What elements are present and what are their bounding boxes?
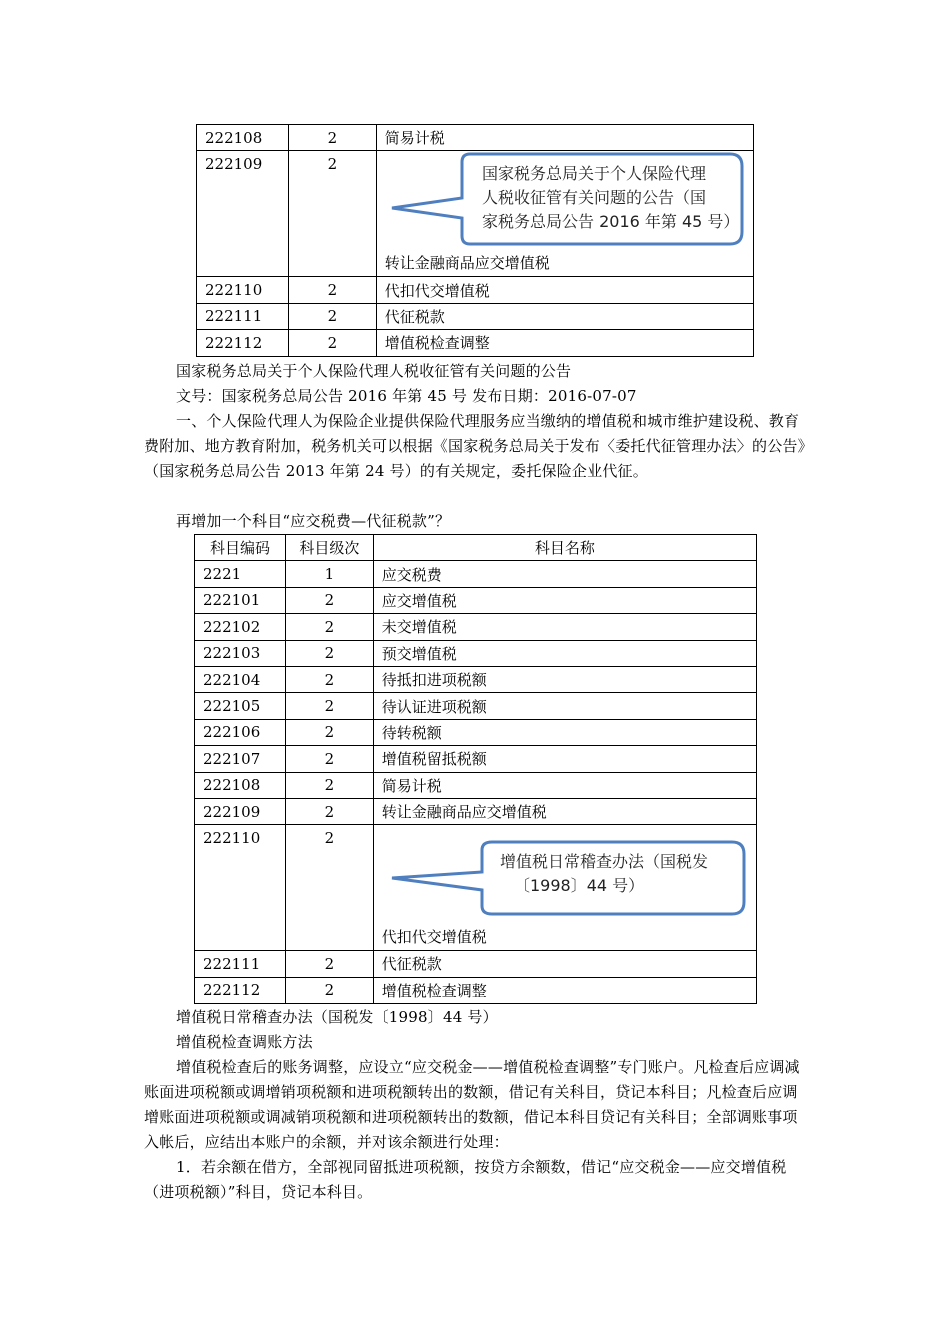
account-level: 2 xyxy=(285,746,373,772)
table-row xyxy=(197,277,754,303)
account-name: 转让金融商品应交增值税 xyxy=(384,254,550,273)
account-level: 2 xyxy=(288,330,376,356)
account-name: 应交增值税 xyxy=(373,587,756,613)
account-level: 2 xyxy=(288,277,376,303)
table-row xyxy=(195,772,757,798)
table-row xyxy=(195,587,757,613)
account-name: 增值税检查调整 xyxy=(376,330,753,356)
account-name: 待认证进项税额 xyxy=(373,693,756,719)
table-row xyxy=(195,719,757,745)
table-row xyxy=(195,640,757,666)
account-code: 222111 xyxy=(197,303,289,329)
account-code: 222108 xyxy=(197,125,289,151)
account-name: 代扣代交增值税 xyxy=(381,928,487,947)
announcement-title: 国家税务总局关于个人保险代理人税收征管有关问题的公告 xyxy=(176,362,572,380)
table-header-row xyxy=(195,535,757,561)
table-row xyxy=(195,977,757,1003)
account-name: 代扣代交增值税 xyxy=(376,277,753,303)
account-level: 1 xyxy=(285,561,373,587)
account-code: 222111 xyxy=(195,951,286,977)
account-name: 预交增值税 xyxy=(373,640,756,666)
account-level: 2 xyxy=(285,825,373,951)
account-name: 简易计税 xyxy=(373,772,756,798)
table-row xyxy=(195,693,757,719)
account-code: 222112 xyxy=(195,977,286,1003)
account-level: 2 xyxy=(285,798,373,824)
announcement-body: 一、个人保险代理人为保险企业提供保险代理服务应当缴纳的增值税和城市维护建设税、教育费附加、地方教育附加，税务机关可以根据《国家税务总局关于发布〈委托代征管理办法〉的公告》（国家税务总局公告 2013 年第 24 号）的有关规定，委托保险企业代征。 xyxy=(144,412,806,480)
account-code: 222101 xyxy=(195,587,286,613)
account-code: 222102 xyxy=(195,614,286,640)
callout-line: 人税收征管有关问题的公告（国 xyxy=(482,188,707,207)
table-row xyxy=(195,798,757,824)
account-code: 222108 xyxy=(195,772,286,798)
account-code: 222110 xyxy=(197,277,289,303)
account-level: 2 xyxy=(285,977,373,1003)
account-name: 代征税款 xyxy=(376,303,753,329)
account-code: 222105 xyxy=(195,693,286,719)
callout-line: 国家税务总局关于个人保险代理 xyxy=(482,164,707,183)
account-level: 2 xyxy=(285,693,373,719)
table-row xyxy=(197,125,754,151)
account-level: 2 xyxy=(285,772,373,798)
account-name: 简易计税 xyxy=(376,125,753,151)
regulation-reference: 增值税日常稽查办法（国税发〔1998〕44 号） xyxy=(176,1008,498,1026)
account-name: 增值税留抵税额 xyxy=(373,746,756,772)
table-row xyxy=(195,746,757,772)
account-table-2 xyxy=(194,534,757,1004)
callout-line: 增值税日常稽查办法（国税发 xyxy=(500,852,709,871)
table-row xyxy=(195,614,757,640)
table-row xyxy=(195,561,757,587)
account-code: 222112 xyxy=(197,330,289,356)
account-level: 2 xyxy=(285,951,373,977)
account-level: 2 xyxy=(285,719,373,745)
account-name: 未交增值税 xyxy=(373,614,756,640)
callout-bubble-1 xyxy=(388,150,748,250)
header-name: 科目名称 xyxy=(373,535,756,561)
header-level: 科目级次 xyxy=(285,535,373,561)
account-level: 2 xyxy=(285,640,373,666)
account-level: 2 xyxy=(288,151,376,277)
account-level: 2 xyxy=(285,587,373,613)
list-item: 1．若余额在借方，全部视同留抵进项税额，按贷方余额数，借记“应交税金——应交增值税（进项税额）”科目，贷记本科目。 xyxy=(144,1158,787,1201)
document-number: 文号：国家税务总局公告 2016 年第 45 号 发布日期：2016-07-07 xyxy=(176,387,637,405)
callout-line: 家税务总局公告 2016 年第 45 号） xyxy=(482,212,740,231)
account-level: 2 xyxy=(285,614,373,640)
section-heading: 增值税检查调账方法 xyxy=(176,1033,313,1051)
account-level: 2 xyxy=(288,303,376,329)
table-row xyxy=(197,330,754,356)
callout-bubble-2 xyxy=(388,836,750,922)
account-name: 增值税检查调整 xyxy=(373,977,756,1003)
question-text: 再增加一个科目“应交税费—代征税款”？ xyxy=(176,512,451,530)
account-code: 222106 xyxy=(195,719,286,745)
account-code: 222103 xyxy=(195,640,286,666)
account-code: 222104 xyxy=(195,666,286,692)
adjustment-body: 增值税检查后的账务调整，应设立“应交税金——增值税检查调整”专门账户。凡检查后应调减账面进项税额或调增销项税额和进项税额转出的数额，借记有关科目，贷记本科目；凡检查后应调增账面进项税额或调减销项税额和进项税额转出的数额，借记本科目贷记有关科目；全部调账事项入帐后，应结出本账户的余额，并对该余额进行处理： xyxy=(144,1058,800,1151)
account-code: 222110 xyxy=(195,825,286,951)
account-name: 转让金融商品应交增值税 xyxy=(373,798,756,824)
account-code: 2221 xyxy=(195,561,286,587)
header-code: 科目编码 xyxy=(195,535,286,561)
account-code: 222107 xyxy=(195,746,286,772)
account-name: 待转税额 xyxy=(373,719,756,745)
table-row xyxy=(195,951,757,977)
account-name: 代征税款 xyxy=(373,951,756,977)
account-code: 222109 xyxy=(195,798,286,824)
account-level: 2 xyxy=(288,125,376,151)
account-name: 应交税费 xyxy=(373,561,756,587)
account-level: 2 xyxy=(285,666,373,692)
table-row xyxy=(197,303,754,329)
table-row xyxy=(195,666,757,692)
account-code: 222109 xyxy=(197,151,289,277)
callout-line: 〔1998〕44 号） xyxy=(514,876,645,895)
account-name: 待抵扣进项税额 xyxy=(373,666,756,692)
